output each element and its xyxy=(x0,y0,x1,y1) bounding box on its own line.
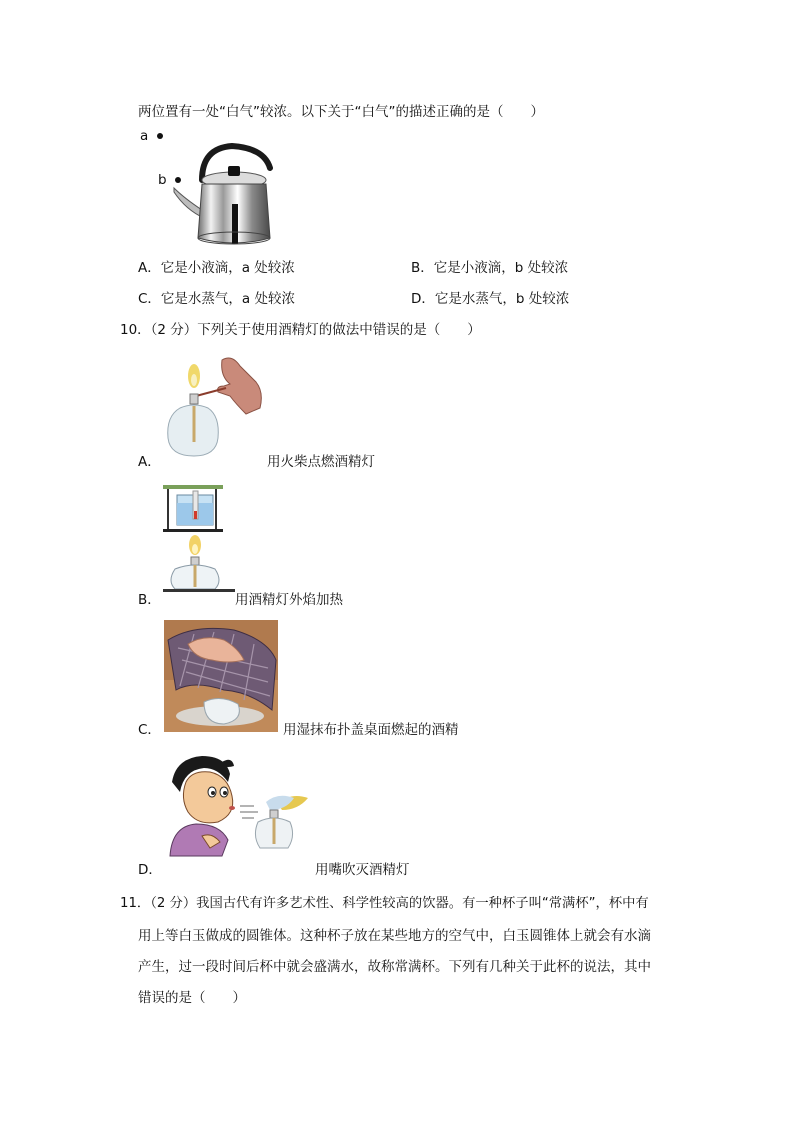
q10-option-d-text: 用嘴吹灭酒精灯 xyxy=(315,862,410,878)
q10-option-a-text: 用火柴点燃酒精灯 xyxy=(267,454,375,470)
q9-option-d: D．它是水蒸气，b 处较浓 xyxy=(411,291,570,307)
wet-cloth-cover-image xyxy=(164,620,278,732)
label-a-text: a xyxy=(140,128,149,144)
q10-option-b-text: 用酒精灯外焰加热 xyxy=(235,592,343,608)
q10-option-c-text: 用湿抹布扑盖桌面燃起的酒精 xyxy=(283,722,459,738)
q10-option-c-letter: C． xyxy=(138,722,161,738)
point-a-icon xyxy=(157,133,163,139)
match-lighting-lamp-image xyxy=(160,352,268,462)
q9-stem: 两位置有一处“白气”较浓。以下关于“白气”的描述正确的是（ ） xyxy=(138,104,544,120)
q10-option-d-letter: D． xyxy=(138,862,162,878)
q11-line-3: 产生，过一段时间后杯中就会盛满水，故称常满杯。下列有几种关于此杯的说法，其中 xyxy=(138,959,651,975)
q11-line-2: 用上等白玉做成的圆锥体。这种杯子放在某些地方的空气中，白玉圆锥体上就会有水滴 xyxy=(138,928,651,944)
q11-line-4: 错误的是（ ） xyxy=(138,990,246,1006)
q9-option-b: B．它是小液滴，b 处较浓 xyxy=(411,260,569,276)
blowing-out-lamp-image xyxy=(162,752,312,860)
label-b-text: b xyxy=(158,172,167,188)
label-a xyxy=(140,128,163,144)
q10-option-b-letter: B． xyxy=(138,592,161,608)
q9-option-a: A．它是小液滴，a 处较浓 xyxy=(138,260,295,276)
q9-option-c: C．它是水蒸气，a 处较浓 xyxy=(138,291,295,307)
heating-beaker-image xyxy=(163,485,235,601)
q11-line-1: 11．（2 分）我国古代有许多艺术性、科学性较高的饮器。有一种杯子叫“常满杯”，杯中有 xyxy=(120,896,649,911)
q10-stem: 10．（2 分）下列关于使用酒精灯的做法中错误的是（ ） xyxy=(120,322,481,338)
kettle-image xyxy=(172,138,282,250)
q10-option-a-letter: A． xyxy=(138,454,161,470)
